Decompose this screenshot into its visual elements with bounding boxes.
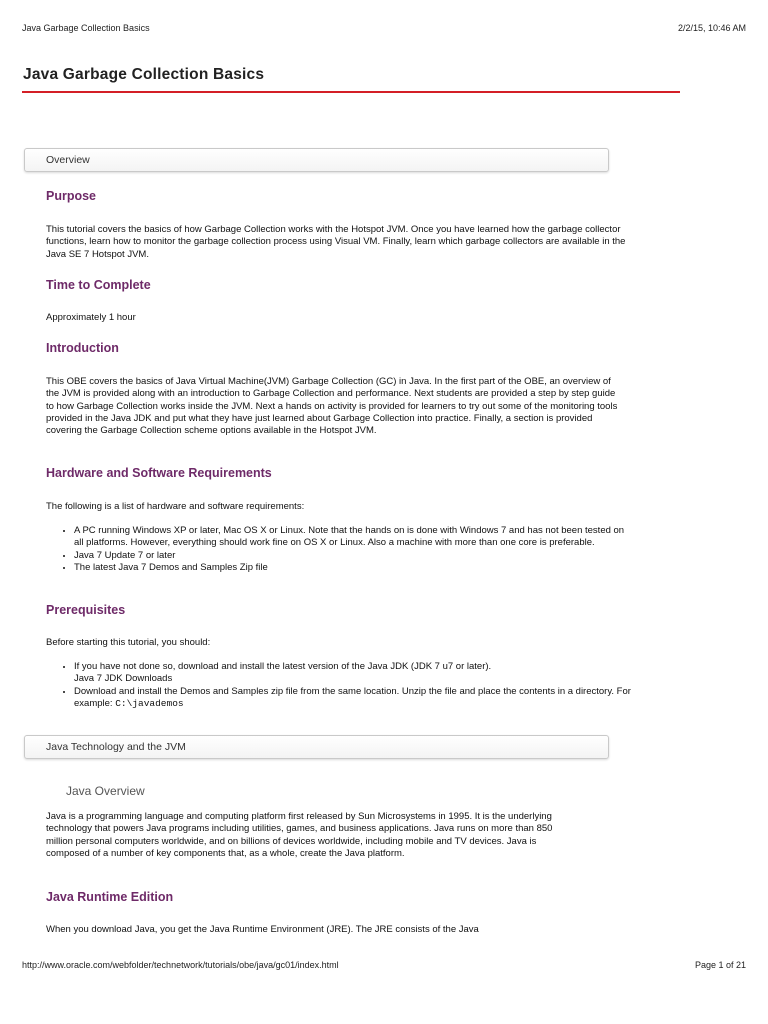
jre-text: When you download Java, you get the Java Runtime Environment (JRE). The JRE consists of the Java: [46, 924, 479, 935]
print-footer: [22, 960, 746, 970]
jdk-downloads-link[interactable]: Java 7 JDK Downloads: [74, 673, 173, 685]
prerequisites-item: [74, 661, 634, 686]
introduction-heading: Introduction: [46, 341, 119, 355]
purpose-heading: Purpose: [46, 189, 97, 203]
prerequisites-list: [58, 661, 634, 710]
print-header-datetime: 2/2/15, 10:46 AM: [677, 23, 746, 33]
title-divider: [22, 91, 680, 93]
java-overview-heading: Java Overview: [66, 784, 145, 798]
time-to-complete-text: Approximately 1 hour: [46, 312, 136, 323]
section-header-overview[interactable]: Overview: [24, 148, 609, 172]
print-header: [22, 23, 746, 33]
prerequisites-intro: Before starting this tutorial, you should:: [46, 637, 211, 648]
requirements-heading: Hardware and Software Requirements: [46, 466, 272, 480]
time-to-complete-heading: Time to Complete: [46, 278, 151, 292]
requirements-item: • A PC running Windows XP or later, Mac OS X or Linux. Note that the hands on is done with Windows 7 and has not been tested on all platforms. However, everything should work fine on OS X or Linux. Also a machine with more than one core is preferable.: [74, 525, 634, 550]
requirements-list: [58, 525, 634, 574]
java-overview-text: Java is a programming language and computing platform first released by Sun Microsystems in 1995. It is the underlying technology that powers Java programs including utilities, games, and business applications. Java runs on more than 850 million personal computers worldwide, and on billions of devices worldwide, including mobile and TV devices. Java is composed of a number of key components that, as a whole, create the Java platform.: [46, 811, 553, 859]
jre-heading: Java Runtime Edition: [46, 890, 174, 904]
purpose-text: This tutorial covers the basics of how Garbage Collection works with the Hotspot JVM. Once you have learned how the garbage collector functions, learn how to monitor the garbage collection process using Visual VM. Finally, learn which garbage collectors are available in the Java SE 7 Hotspot JVM.: [46, 224, 626, 260]
introduction-text: This OBE covers the basics of Java Virtual Machine(JVM) Garbage Collection (GC) in Java. In the first part of the OBE, an overview of the JVM is provided along with an introduction to Garbage Collection and performance. Next students are provided a step by step guide to how Garbage Collection works inside the JVM. Next a hands on activity is provided for learners to try out some of the monitoring tools provided in the Java JDK and put what they have just learned about Garbage Collection into practice. Finally, a section is provided covering the Garbage Collection scheme options available in the Hotspot JVM.: [46, 376, 618, 437]
print-footer-page: Page 1 of 21: [694, 960, 746, 970]
prerequisites-item: [74, 686, 634, 711]
print-footer-url: http://www.oracle.com/webfolder/technetwork/tutorials/obe/java/gc01/index.html: [22, 960, 339, 970]
print-header-title: Java Garbage Collection Basics: [22, 23, 150, 33]
requirements-item: • The latest Java 7 Demos and Samples Zip file: [74, 562, 634, 574]
requirements-intro: The following is a list of hardware and software requirements:: [46, 501, 305, 512]
section-header-java-technology[interactable]: Java Technology and the JVM: [24, 735, 609, 759]
requirements-item: • Java 7 Update 7 or later: [74, 550, 634, 562]
page-title: Java Garbage Collection Basics: [23, 66, 265, 83]
prerequisites-item-text: If you have not done so, download and install the latest version of the Java JDK (JDK 7 u7 or later).: [74, 661, 492, 672]
prerequisites-heading: Prerequisites: [46, 603, 126, 617]
example-path-code: C:\javademos: [115, 697, 184, 709]
prerequisites-item-text: Download and install the Demos and Samples zip file from the same location. Unzip the file and place the contents in a directory. For example:: [74, 685, 631, 709]
